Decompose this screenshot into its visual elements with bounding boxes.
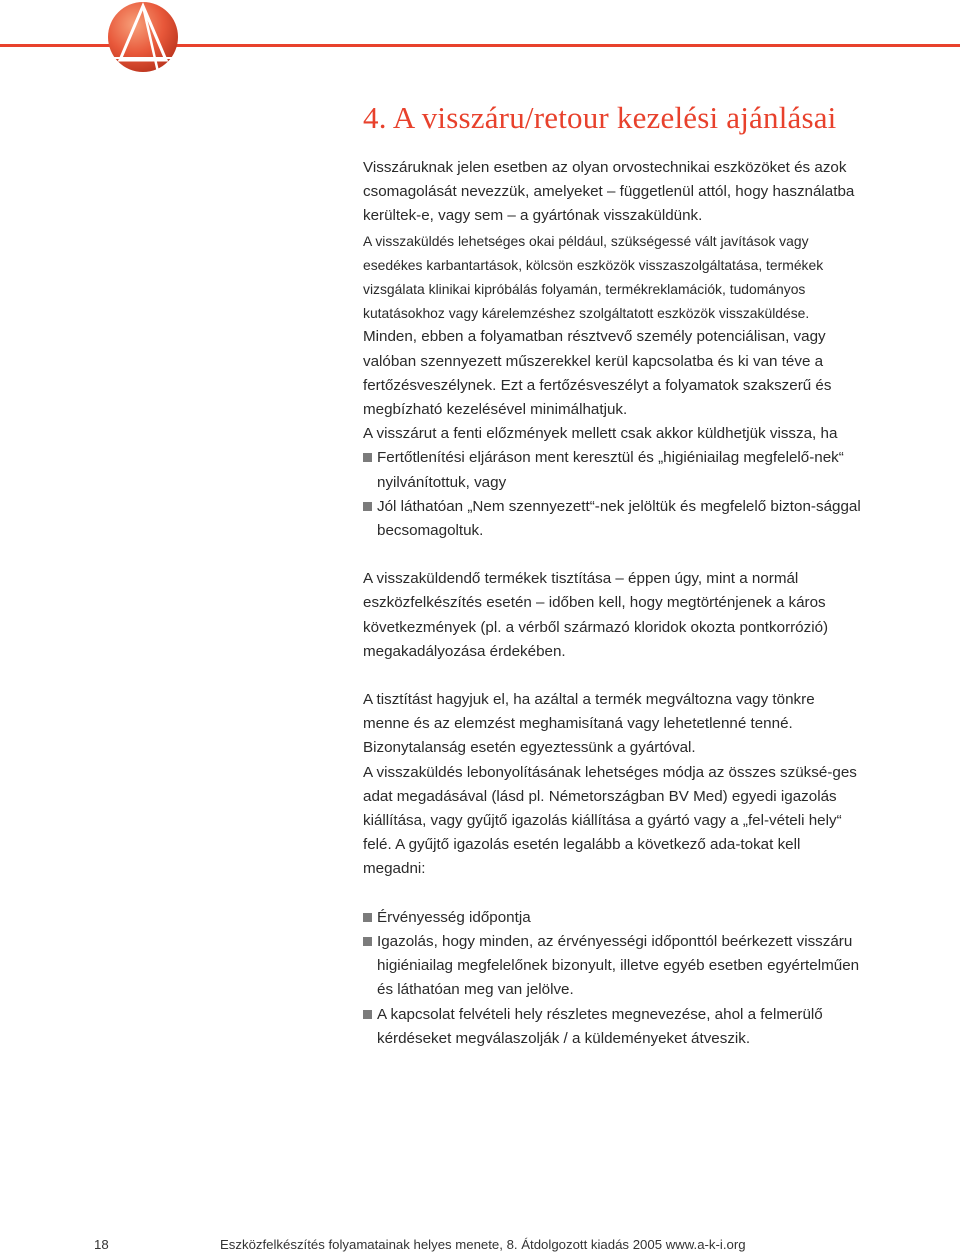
list-item xyxy=(363,1003,863,1051)
footer-text: Eszközfelkészítés folyamatainak helyes menete, 8. Átdolgozott kiadás 2005 www.a-k-i.org xyxy=(220,1237,746,1252)
square-bullet-icon xyxy=(363,502,372,511)
paragraph: Visszáruknak jelen esetben az olyan orvostechnikai eszközöket és azok csomagolását nevezzük, amelyeket – függetlenül attól, hogy használatba kerültek-e, vagy sem – a gyártónak visszaküldünk. xyxy=(363,159,855,225)
page-title: 4. A visszáru/retour kezelési ajánlásai xyxy=(363,100,837,135)
square-bullet-icon xyxy=(363,913,372,922)
list-item xyxy=(363,446,863,494)
list-item xyxy=(363,906,863,930)
paragraph: A visszaküldés lebonyolításának lehetséges módja az összes szüksé-ges adat megadásával (lásd pl. Németországban BV Med) egyedi igazolás kiállítása, vagy gyűjtő igazolás kiállítása a gyártó vagy a „fel-vételi hely“ felé. A gyűjtő igazolás esetén legalább a következő ada-tokat kell megadni: xyxy=(363,763,857,878)
page-number: 18 xyxy=(94,1237,109,1252)
paragraph: A tisztítást hagyjuk el, ha azáltal a termék megváltozna vagy tönkre menne és az elemzést meghamisítaná vagy lehetetlenné tenné. Bizonytalanság esetén egyeztessünk a gyártóval. xyxy=(363,691,815,757)
paragraph: A visszaküldendő termékek tisztítása – éppen úgy, mint a normál eszközfelkészítés esetén – időben kell, hogy megtörténjenek a káros következmények (pl. a vérből származó kloridok okozta pontkorrózió) megakadályozása érdekében. xyxy=(363,570,829,660)
triangle-emblem-icon xyxy=(106,0,180,74)
square-bullet-icon xyxy=(363,937,372,946)
list-item xyxy=(363,495,863,543)
list-item-text: Igazolás, hogy minden, az érvényességi időponttól beérkezett visszáru higiéniailag megfelelőnek bizonyult, illetve egyéb esetben egyértelműen és láthatóan meg van jelölve. xyxy=(377,932,860,999)
list-item-text: Érvényesség időpontja xyxy=(377,908,531,926)
main-content xyxy=(363,156,863,1051)
list-item-text: A kapcsolat felvételi hely részletes megnevezése, ahol a felmerülő kérdéseket megválaszolják / a küldeményeket átveszik. xyxy=(377,1005,823,1047)
list-item xyxy=(363,930,863,1003)
square-bullet-icon xyxy=(363,1010,372,1019)
paragraph: A visszaküldés lehetséges okai például, szükségessé vált javítások vagy esedékes karbantartások, kölcsön eszközök visszaszolgáltatása, termékek vizsgálata klinikai kipróbálás folyamán, termékreklamációk, tudományos kutatásokhoz vagy kárelemzéshez szolgáltatott eszközök visszaküldése. xyxy=(363,232,824,322)
list-item-text: Fertőtlenítési eljáráson ment keresztül és „higiéniailag megfelelő-nek“ nyilvánítottuk, vagy xyxy=(377,449,844,491)
paragraph: A visszárut a fenti előzmények mellett csak akkor küldhetjük vissza, ha xyxy=(363,425,838,443)
list-item-text: Jól láthatóan „Nem szennyezett“-nek jelöltük és megfelelő bizton-sággal becsomagoltuk. xyxy=(377,497,861,540)
paragraph: Minden, ebben a folyamatban résztvevő személy potenciálisan, vagy valóban szennyezett műszerekkel kerül kapcsolatba és ki van téve a fertőzésveszélynek. Ezt a fertőzésveszélyt a folyamatok szakszerű és megbízható kezelésével minimálhatjuk. xyxy=(363,328,832,419)
square-bullet-icon xyxy=(363,453,372,462)
